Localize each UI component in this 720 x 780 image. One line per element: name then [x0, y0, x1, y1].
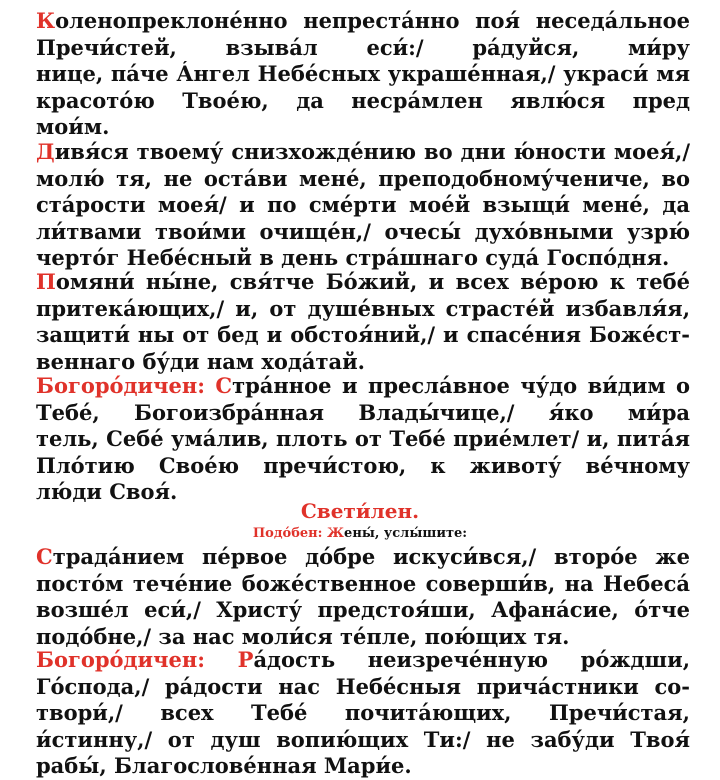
text-line: посто́м тече́ние боже́ственное соверши́в, на Небеса́: [36, 570, 690, 596]
podoben-initial: Ж: [326, 526, 345, 541]
drop-initial: С: [36, 544, 53, 569]
text-line: Помяни́ ны́не, свя́тче Бо́жий, и всех ве́рою к тебе́: [36, 269, 690, 294]
text-line: рабы́, Благослове́нная Мари́е.: [36, 753, 412, 778]
troparion-2: [36, 139, 690, 272]
text-line: Пречи́стей, взыва́л еси́:/ ра́дуйся, ми́ру: [36, 34, 690, 60]
troparion-1: [36, 8, 690, 141]
text-line: защити́ ны от бед и обстоя́ний,/ и спасе́ния Боже́ст-: [36, 322, 690, 347]
text-line: твори́,/ всех Тебе́ почита́ющих, Пречи́стая,: [36, 700, 690, 725]
text-line: подо́бне,/ за нас моли́ся те́пле, пою́щих тя.: [36, 623, 570, 649]
text-line: черто́г Небе́сный в день стра́шнаго суда́ Госпо́дня.: [36, 245, 670, 270]
rubric-label: Богоро́дичен:: [36, 373, 205, 398]
text-line: ста́рости моея́/ и по сме́рти мое́й взыщи́ мене́, да: [36, 192, 690, 217]
text-line: ли́твами твои́ми очище́н,/ очесы́ духо́вными узрю́: [36, 218, 690, 244]
text-line: Го́спода,/ ра́дости нас Небе́сныя прича́стники со-: [36, 673, 690, 699]
text-line: Тебе́, Богоизбра́нная Влады́чице,/ я́ко ми́ра: [36, 399, 690, 425]
text-line: тель, Себе́ ума́лив, плоть от Тебе́ прие́млет/ и, пита́я: [36, 426, 690, 451]
text-line: Коленопреклоне́нно непреста́нно поя́ неседа́льное: [36, 8, 690, 33]
theotokion-2: [36, 647, 690, 780]
text-line: Богоро́дичен: Стра́нное и пресла́вное чу́до ви́дим о: [36, 373, 690, 398]
troparion-3: [36, 269, 690, 375]
drop-initial: Р: [237, 647, 254, 672]
text-line: притека́ющих,/ и, от душе́вных страсте́й избавля́я,: [36, 295, 690, 321]
drop-initial: С: [215, 373, 233, 398]
drop-initial: П: [36, 269, 56, 294]
text-line: лю́ди Своя́.: [36, 479, 178, 504]
text-line: молю́ тя, не оста́ви мене́, преподобному́чениче, во: [36, 165, 690, 191]
section-heading: Свети́лен.: [300, 499, 420, 523]
drop-initial: К: [36, 8, 56, 33]
text-line: Богоро́дичен: Ра́дость неизрече́нную ро́ждши,: [36, 647, 690, 672]
text-line: веннаго бу́ди нам хода́тай.: [36, 348, 365, 374]
theotokion-1: [36, 373, 690, 506]
text-line: Пло́тию Свое́ю пречи́стою, к животу́ ве́чному: [36, 452, 690, 478]
podoben-label: Подо́бен:: [252, 526, 323, 541]
text-line: мои́м.: [36, 114, 110, 139]
svetilen-text: [36, 544, 690, 650]
text-line: и́стинну,/ от душ вопию́щих Ти:/ не забу́ди Твоя́: [36, 726, 690, 752]
podoben-line: [0, 526, 720, 541]
text-line: возше́л еси́,/ Христу́ предстоя́ши, Афана́сие, о́тче: [36, 597, 690, 622]
text-line: Страда́нием пе́рвое до́бре искуси́вся,/ второ́е же: [36, 544, 690, 569]
drop-initial: Д: [36, 139, 55, 164]
text-line: нице, па́че А́нгел Небе́сных украше́нная,/ украси́ мя: [36, 61, 690, 86]
text-line: красото́ю Твое́ю, да несра́млен явлю́ся пред: [36, 87, 690, 113]
text-line: Дивя́ся твоему́ снизхожде́нию во дни ю́ности моея́,/: [36, 139, 690, 164]
rubric-label: Богоро́дичен:: [36, 647, 205, 672]
podoben-text: ены́, услы́шите:: [344, 526, 468, 541]
